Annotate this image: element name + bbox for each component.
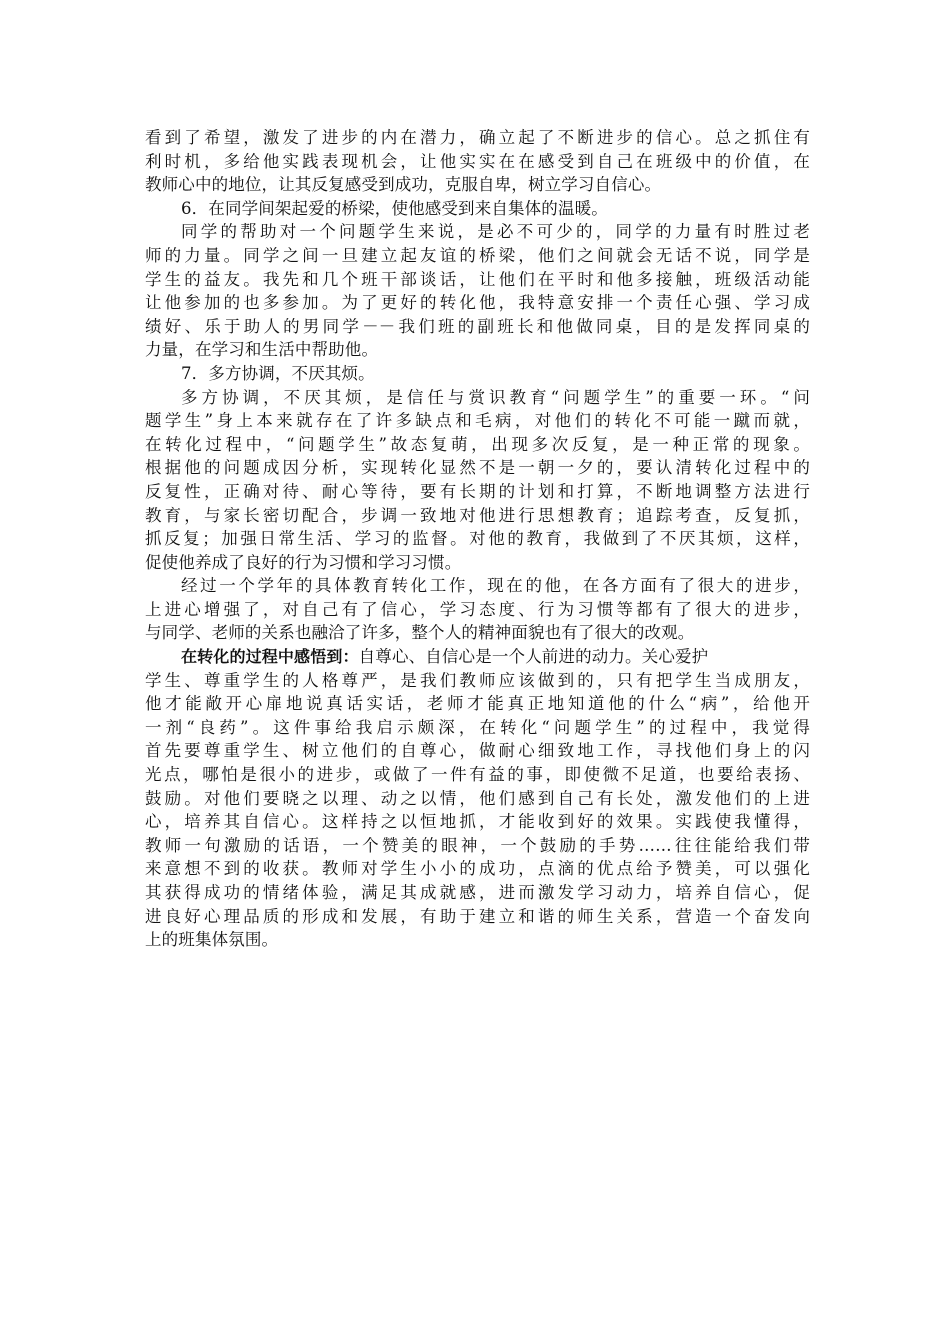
text-line: 利时机，多给他实践表现机会，让他实实在在感受到自己在班级中的价值，在 [145,151,810,171]
conclusion-line: 进良好心理品质的形成和发展，有助于建立和谐的师生关系，营造一个奋发向 [145,906,810,926]
document-page [145,126,810,952]
text-line: 上进心增强了，对自己有了信心，学习态度、行为习惯等都有了很大的进步， [145,599,810,619]
text-line: 多方协调，不厌其烦，是信任与赏识教育“问题学生”的重要一环。“问 [181,387,810,407]
text-line: 看到了希望，激发了进步的内在潜力，确立起了不断进步的信心。总之抓住有 [145,128,810,147]
text-line: 促使他养成了良好的行为习惯和学习习惯。 [145,552,462,572]
text-line: 同学的帮助对一个问题学生来说，是必不可少的，同学的力量有时胜过老 [181,222,810,242]
conclusion-first-text: 自尊心、自信心是一个人前进的动力。关心爱护 [358,647,709,667]
text-line: 教育，与家长密切配合，步调一致地对他进行思想教育；追踪考查，反复抓， [145,505,810,525]
text-line: 抓反复；加强日常生活、学习的监督。对他的教育，我做到了不厌其烦，这样， [145,529,810,549]
conclusion-line: 学生、尊重学生的人格尊严，是我们教师应该做到的，只有把学生当成朋友， [145,670,810,690]
text-line: 经过一个学年的具体教育转化工作，现在的他，在各方面有了很大的进步， [181,576,810,596]
conclusion-line: 心，培养其自信心。这样持之以恒地抓，才能收到好的效果。实践使我懂得， [145,812,810,832]
text-line: 在转化过程中，“问题学生”故态复萌，出现多次反复，是一种正常的现象。 [145,434,810,454]
text-line: 师的力量。同学之间一旦建立起友谊的桥梁，他们之间就会无话不说，同学是 [145,245,810,265]
conclusion-heading: 在转化的过程中感悟到： [181,647,359,667]
document-body [145,126,810,645]
conclusion-line: 来意想不到的收获。教师对学生小小的成功，点滴的优点给予赞美，可以强化 [145,859,810,879]
text-line: 6．在同学间架起爱的桥梁，使他感受到来自集体的温暖。 [181,198,608,218]
conclusion-first-line [145,645,810,669]
text-line: 绩好、乐于助人的男同学－－我们班的副班长和他做同桌，目的是发挥同桌的 [145,316,810,336]
conclusion-body [145,669,810,952]
conclusion-line: 一剂“良药”。这件事给我启示颇深，在转化“问题学生”的过程中，我觉得 [145,717,810,737]
text-line: 让他参加的也多参加。为了更好的转化他，我特意安排一个责任心强、学习成 [145,293,810,313]
text-line: 与同学、老师的关系也融洽了许多，整个人的精神面貌也有了很大的改观。 [145,623,695,643]
conclusion-line: 其获得成功的情绪体验，满足其成就感，进而激发学习动力，培养自信心，促 [145,883,810,902]
text-line: 教师心中的地位，让其反复感受到成功，克服自卑，树立学习自信心。 [145,175,662,195]
conclusion-line: 首先要尊重学生、树立他们的自尊心，做耐心细致地工作，寻找他们身上的闪 [145,741,810,761]
text-line: 反复性，正确对待、耐心等待，要有长期的计划和打算，不断地调整方法进行 [145,481,810,501]
conclusion-line: 鼓励。对他们要晓之以理、动之以情，他们感到自己有长处，激发他们的上进 [145,788,810,808]
text-line: 题学生”身上本来就存在了许多缺点和毛病，对他们的转化不可能一蹴而就， [145,411,810,431]
conclusion-line: 光点，哪怕是很小的进步，或做了一件有益的事，即使微不足道，也要给表扬、 [145,765,810,785]
conclusion-line: 上的班集体氛围。 [145,930,279,950]
text-line: 力量，在学习和生活中帮助他。 [145,340,379,360]
text-line: 7．多方协调，不厌其烦。 [181,363,375,383]
text-line: 学生的益友。我先和几个班干部谈话，让他们在平时和他多接触，班级活动能 [145,269,810,289]
text-line: 根据他的问题成因分析，实现转化显然不是一朝一夕的，要认清转化过程中的 [145,458,810,478]
conclusion-line: 教师一句激励的话语，一个赞美的眼神，一个鼓励的手势……往往能给我们带 [145,835,810,855]
conclusion-line: 他才能敞开心扉地说真话实话，老师才能真正地知道他的什么“病”，给他开 [145,694,810,714]
